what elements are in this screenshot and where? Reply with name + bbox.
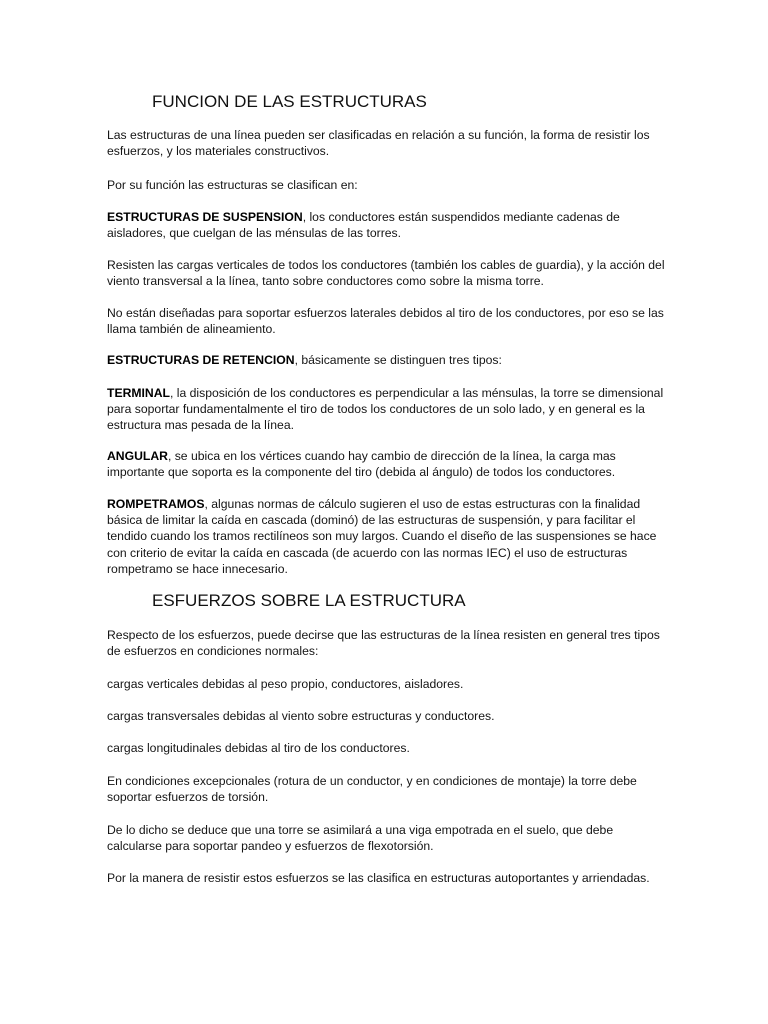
term-retention: ESTRUCTURAS DE RETENCION	[107, 353, 295, 367]
paragraph-terminal	[107, 385, 667, 434]
text-rompetramos: , algunas normas de cálculo sugieren el uso de estas estructuras con la finalidad básica de limitar la caída en cascada (dominó) de las estructuras de suspensión, y para facilitar el tendido cuando los tramos rectilíneos son muy largos. Cuando el diseño de las suspensiones se hace con criterio de evitar la caída en cascada (de acuerdo con las normas IEC) el uso de estructuras rompetramo se hace innecesario.	[107, 497, 657, 576]
paragraph-esfuerzos-intro: Respecto de los esfuerzos, puede decirse que las estructuras de la línea resisten en general tres tipos de esfuerzos en condiciones normales:	[107, 628, 660, 659]
section-heading-funcion: FUNCION DE LAS ESTRUCTURAS	[152, 92, 427, 111]
paragraph-suspension	[107, 209, 667, 241]
text-retention: , básicamente se distinguen tres tipos:	[294, 353, 502, 367]
paragraph-transversal-loads: cargas transversales debidas al viento sobre estructuras y conductores.	[107, 709, 495, 723]
paragraph-deduce: De lo dicho se deduce que una torre se asimilará a una viga empotrada en el suelo, que debe calcularse para soportar pandeo y esfuerzos de flexotorsión.	[107, 823, 614, 854]
paragraph-angular	[107, 448, 667, 480]
term-rompetramos: ROMPETRAMOS	[107, 497, 205, 511]
paragraph-resist: Resisten las cargas verticales de todos los conductores (también los cables de guardia), y la acción del viento transversal a la línea, tanto sobre conductores como sobre la misma torre.	[107, 258, 665, 289]
paragraph-vertical-loads: cargas verticales debidas al peso propio, conductores, aisladores.	[107, 677, 464, 691]
text-terminal: , la disposición de los conductores es perpendicular a las ménsulas, la torre se dimensional para soportar fundamentalmente el tiro de todos los conductores de un solo lado, y en general es la estructura mas pesada de la línea.	[107, 386, 664, 433]
paragraph-retention	[107, 352, 667, 368]
paragraph-not-designed: No están diseñadas para soportar esfuerzos laterales debidos al tiro de los conductores, por eso se las llama también de alineamiento.	[107, 306, 664, 337]
paragraph-manner: Por la manera de resistir estos esfuerzos se las clasifica en estructuras autoportantes y arriendadas.	[107, 871, 650, 885]
term-terminal: TERMINAL	[107, 386, 170, 400]
term-suspension: ESTRUCTURAS DE SUSPENSION	[107, 210, 303, 224]
text-angular: , se ubica en los vértices cuando hay cambio de dirección de la línea, la carga mas importante que soporta es la componente del tiro (debida al ángulo) de todos los conductores.	[107, 449, 616, 480]
paragraph-classify: Por su función las estructuras se clasifican en:	[107, 178, 358, 192]
paragraph-intro: Las estructuras de una línea pueden ser clasificadas en relación a su función, la forma de resistir los esfuerzos, y los materiales constructivos.	[107, 128, 650, 159]
paragraph-exceptional: En condiciones excepcionales (rotura de un conductor, y en condiciones de montaje) la torre debe soportar esfuerzos de torsión.	[107, 774, 637, 805]
paragraph-longitudinal-loads: cargas longitudinales debidas al tiro de los conductores.	[107, 741, 410, 755]
text-suspension: , los conductores están suspendidos mediante cadenas de aisladores, que cuelgan de las ménsulas de las torres.	[107, 210, 620, 241]
paragraph-rompetramos	[107, 496, 667, 577]
section-heading-esfuerzos: ESFUERZOS SOBRE LA ESTRUCTURA	[152, 591, 466, 610]
term-angular: ANGULAR	[107, 449, 168, 463]
